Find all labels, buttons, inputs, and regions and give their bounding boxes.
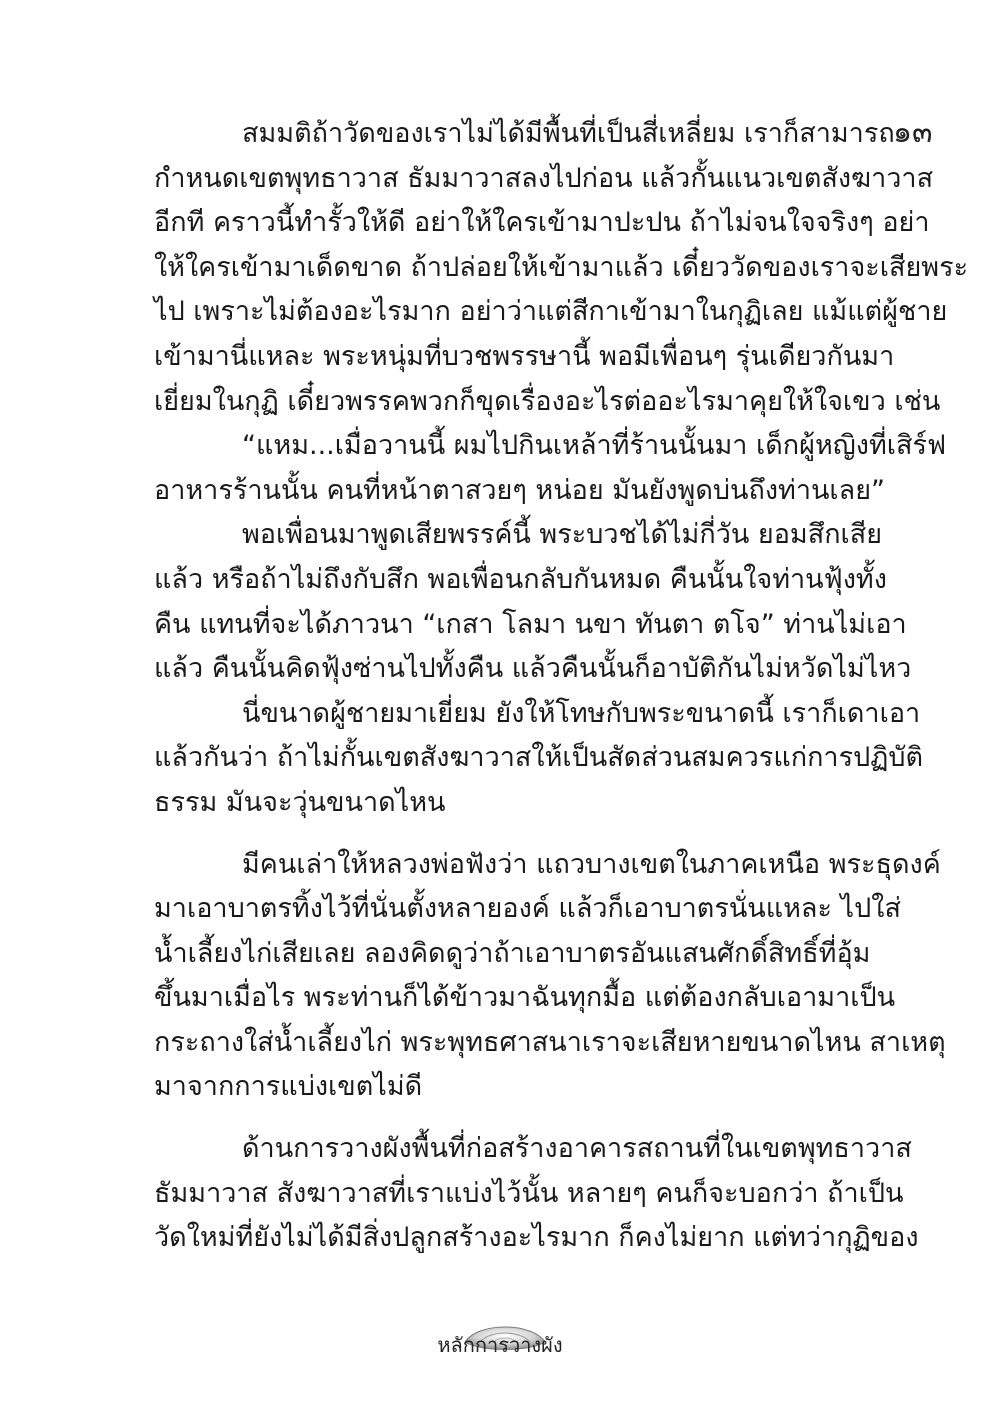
text-line: ให้ใครเข้ามาเด็ดขาด ถ้าปล่อยให้เข้ามาแล้ว เดี๋ยววัดของเราจะเสียพระ <box>154 251 969 283</box>
text-line: เข้ามานี่แหละ พระหนุ่มที่บวชพรรษานี้ พอมีเพื่อนๆ รุ่นเดียวกันมา <box>154 340 895 372</box>
paragraph-spacer <box>154 1110 884 1127</box>
text-line: น้ำเลี้ยงไก่เสียเลย ลองคิดดูว่าถ้าเอาบาตรอันแสนศักดิ์สิทธิ์ที่อุ้ม <box>154 937 871 969</box>
text-line: แล้ว หรือถ้าไม่ถึงกับสึก พอเพื่อนกลับกันหมด คืนนั้นใจท่านฟุ้งทั้ง <box>154 563 887 595</box>
footer-title: หลักการวางผัง <box>437 1333 563 1357</box>
text-line: อีกที คราวนี้ทำรั้วให้ดี อย่าให้ใครเข้ามาปะปน ถ้าไม่จนใจจริงๆ อย่า <box>154 207 930 239</box>
text-line: มีคนเล่าให้หลวงพ่อฟังว่า แถวบางเขตในภาคเหนือ พระธุดงค์ <box>242 848 941 880</box>
text-line: เยี่ยมในกุฏิ เดี๋ยวพรรคพวกก็ขุดเรื่องอะไรต่ออะไรมาคุยให้ใจเขว เช่น <box>154 385 941 417</box>
text-line: ด้านการวางผังพื้นที่ก่อสร้างอาคารสถานที่ในเขตพุทธาวาส <box>242 1133 912 1165</box>
paragraph-spacer <box>154 826 884 843</box>
quote-line: อาหารร้านนั้น คนที่หน้าตาสวยๆ หน่อย มันยังพูดบ่นถึงท่านเลย” <box>154 474 886 506</box>
text-line: สมมติถ้าวัดของเราไม่ได้มีพื้นที่เป็นสี่เหลี่ยม เราก็สามารถ <box>242 118 895 149</box>
page-footer <box>0 1318 1000 1378</box>
text-line: ธรรม มันจะวุ่นขนาดไหน <box>154 786 446 818</box>
text-line: มาเอาบาตรทิ้งไว้ที่นั่นตั้งหลายองค์ แล้วก็เอาบาตรนั่นแหละ ไปใส่ <box>154 893 901 925</box>
text-line: ไป เพราะไม่ต้องอะไรมาก อย่าว่าแต่สีกาเข้ามาในกุฏิเลย แม้แต่ผู้ชาย <box>154 296 948 328</box>
text-line: แล้วกันว่า ถ้าไม่กั้นเขตสังฆาวาสให้เป็นสัดส่วนสมควรแก่การปฏิบัติ <box>154 742 924 774</box>
text-line: กำหนดเขตพุทธาวาส ธัมมาวาสลงไปก่อน แล้วกั้นแนวเขตสังฆาวาส <box>154 162 934 194</box>
text-line: มาจากการแบ่งเขตไม่ดี <box>154 1071 423 1103</box>
text-line: พอเพื่อนมาพูดเสียพรรค์นี้ พระบวชได้ไม่กี่วัน ยอมสึกเสีย <box>242 519 883 551</box>
text-line: คืน แทนที่จะได้ภาวนา “เกสา โลมา นขา ทันตา ตโจ” ท่านไม่เอา <box>154 608 907 640</box>
text-line: กระถางใส่น้ำเลี้ยงไก่ พระพุทธศาสนาเราจะเสียหายขนาดไหน สาเหตุ <box>154 1026 946 1058</box>
text-line: ขึ้นมาเมื่อไร พระท่านก็ได้ข้าวมาฉันทุกมื้อ แต่ต้องกลับเอามาเป็น <box>154 982 896 1014</box>
text-line: แล้ว คืนนั้นคิดฟุ้งซ่านไปทั้งคืน แล้วคืนนั้นก็อาบัติกันไม่หวัดไม่ไหว <box>154 653 912 685</box>
quote-line: “แหม...เมื่อวานนี้ ผมไปกินเหล้าที่ร้านนั้นมา เด็กผู้หญิงที่เสิร์ฟ <box>242 430 947 462</box>
page-number: ๑๓ <box>893 115 933 150</box>
text-line: ธัมมาวาส สังฆาวาสที่เราแบ่งไว้นั้น หลายๆ คนก็จะบอกว่า ถ้าเป็น <box>154 1177 904 1209</box>
text-line: วัดใหม่ที่ยังไม่ได้มีสิ่งปลูกสร้างอะไรมาก ก็คงไม่ยาก แต่ทว่ากุฏิของ <box>154 1222 919 1254</box>
text-line: นี่ขนาดผู้ชายมาเยี่ยม ยังให้โทษกับพระขนาดนี้ เราก็เดาเอา <box>242 697 921 729</box>
